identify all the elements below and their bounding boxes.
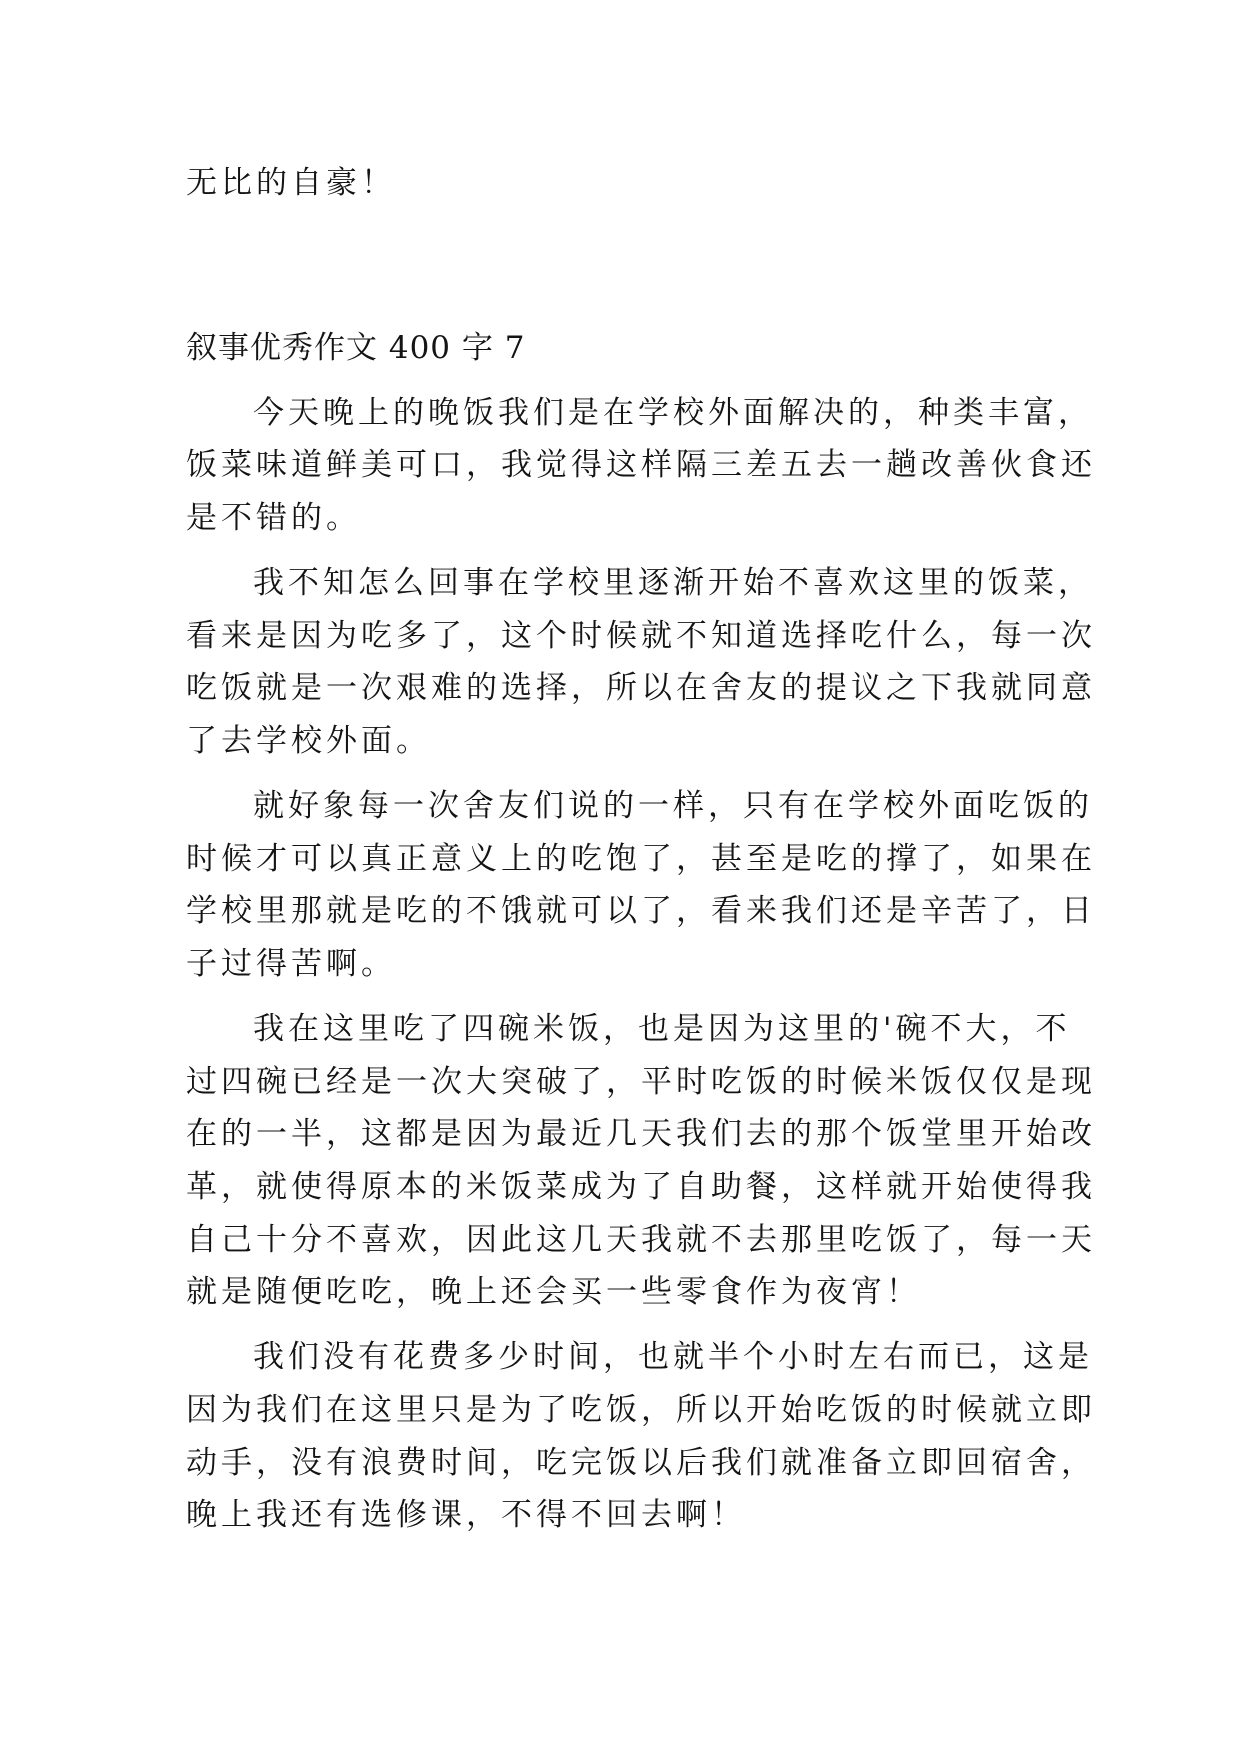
paragraph-2-line-2: 看来是因为吃多了，这个时候就不知道选择吃什么，每一次 [186, 618, 1096, 654]
paragraph-3-line-2: 时候才可以真正意义上的吃饱了，甚至是吃的撑了，如果在 [186, 841, 1096, 877]
paragraph-1-line-3: 是不错的。 [186, 500, 361, 536]
paragraph-4-line-2: 过四碗已经是一次大突破了，平时吃饭的时候米饭仅仅是现 [186, 1064, 1096, 1100]
paragraph-1-line-1: 今天晚上的晚饭我们是在学校外面解决的，种类丰富， [253, 395, 1093, 431]
paragraph-5-line-4: 晚上我还有选修课，不得不回去啊！ [186, 1497, 746, 1533]
paragraph-4-line-1: 我在这里吃了四碗米饭，也是因为这里的'碗不大，不 [253, 1011, 1071, 1047]
paragraph-5-line-3: 动手，没有浪费时间，吃完饭以后我们就准备立即回宿舍， [186, 1445, 1096, 1481]
paragraph-3-line-1: 就好象每一次舍友们说的一样，只有在学校外面吃饭的 [253, 788, 1093, 824]
paragraph-2-line-1: 我不知怎么回事在学校里逐渐开始不喜欢这里的饭菜， [253, 565, 1093, 601]
closing-line: 无比的自豪！ [186, 165, 396, 201]
paragraph-4-line-4: 革，就使得原本的米饭菜成为了自助餐，这样就开始使得我 [186, 1169, 1096, 1205]
paragraph-4-line-3: 在的一半，这都是因为最近几天我们去的那个饭堂里开始改 [186, 1116, 1096, 1152]
paragraph-2-line-3: 吃饭就是一次艰难的选择，所以在舍友的提议之下我就同意 [186, 670, 1096, 706]
paragraph-5-line-2: 因为我们在这里只是为了吃饭，所以开始吃饭的时候就立即 [186, 1392, 1096, 1428]
paragraph-3-line-4: 子过得苦啊。 [186, 946, 396, 982]
paragraph-5-line-1: 我们没有花费多少时间，也就半个小时左右而已，这是 [253, 1339, 1093, 1375]
paragraph-4-line-5: 自己十分不喜欢，因此这几天我就不去那里吃饭了，每一天 [186, 1222, 1096, 1258]
paragraph-3-line-3: 学校里那就是吃的不饿就可以了，看来我们还是辛苦了，日 [186, 893, 1096, 929]
paragraph-2-line-4: 了去学校外面。 [186, 723, 431, 759]
paragraph-1-line-2: 饭菜味道鲜美可口，我觉得这样隔三差五去一趟改善伙食还 [186, 447, 1096, 483]
essay-heading: 叙事优秀作文 400 字 7 [186, 330, 526, 366]
paragraph-4-line-6: 就是随便吃吃，晚上还会买一些零食作为夜宵！ [186, 1274, 921, 1310]
